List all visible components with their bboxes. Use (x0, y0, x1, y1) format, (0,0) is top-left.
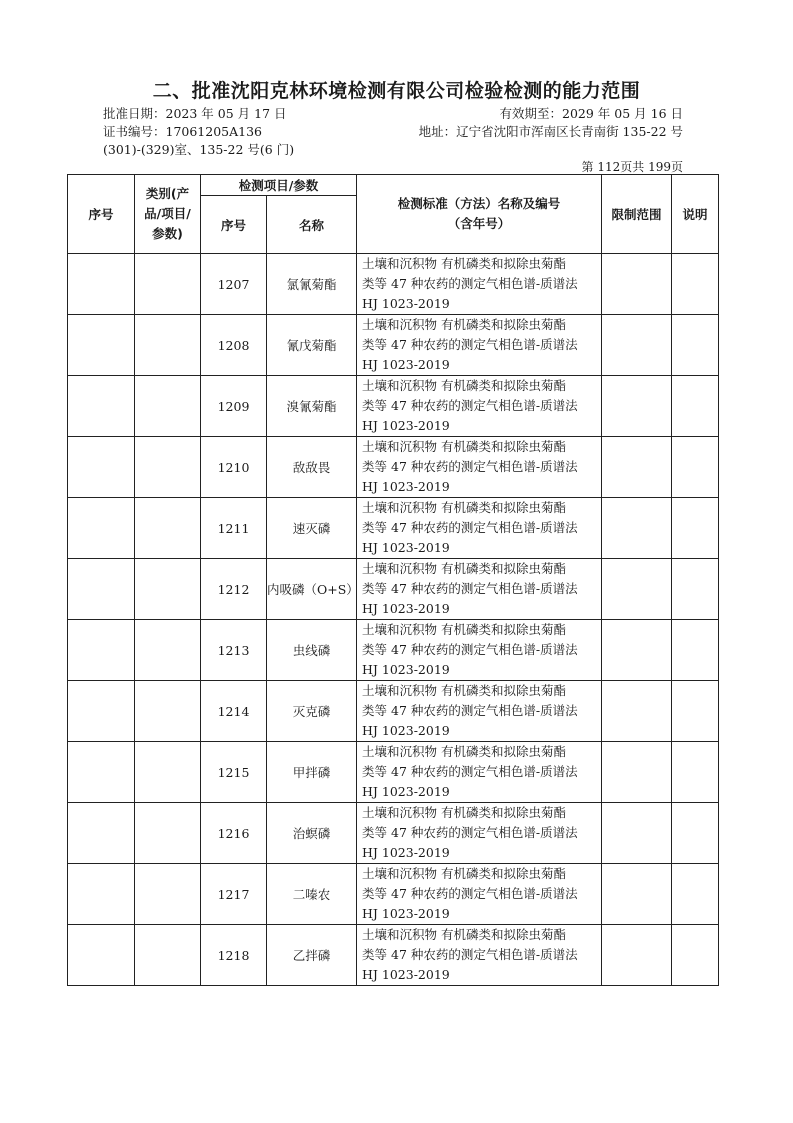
limit-cell (602, 681, 672, 742)
param-seq: 1209 (201, 376, 267, 437)
header-standard: 检测标准（方法）名称及编号（含年号） (357, 175, 602, 254)
param-name: 速灭磷 (267, 498, 357, 559)
row-seq (68, 254, 135, 315)
standard-line-1: 土壤和沉积物 有机磷类和拟除虫菊酯 (362, 256, 566, 271)
header-category: 类别(产品/项目/参数) (135, 175, 201, 254)
note-cell (672, 925, 719, 986)
note-cell (672, 742, 719, 803)
standard-line-3: HJ 1023-2019 (362, 662, 450, 677)
standard-cell (357, 864, 602, 925)
table-row (68, 925, 719, 986)
standard-line-2: 类等 47 种农药的测定气相色谱-质谱法 (362, 581, 578, 596)
note-cell (672, 559, 719, 620)
limit-cell (602, 925, 672, 986)
standard-line-1: 土壤和沉积物 有机磷类和拟除虫菊酯 (362, 378, 566, 393)
row-category (135, 925, 201, 986)
param-seq: 1215 (201, 742, 267, 803)
row-category (135, 803, 201, 864)
standard-cell (357, 315, 602, 376)
row-category (135, 254, 201, 315)
row-category (135, 864, 201, 925)
standard-line-2: 类等 47 种农药的测定气相色谱-质谱法 (362, 825, 578, 840)
standard-cell (357, 498, 602, 559)
standard-cell (357, 376, 602, 437)
table-row (68, 498, 719, 559)
param-name: 虫线磷 (267, 620, 357, 681)
address-continued: (301)-(329)室、135-22 号(6 门) (103, 142, 295, 157)
param-name: 二嗪农 (267, 864, 357, 925)
param-name: 氰戊菊酯 (267, 315, 357, 376)
param-name: 治螟磷 (267, 803, 357, 864)
table-row (68, 742, 719, 803)
row-category (135, 315, 201, 376)
standard-line-3: HJ 1023-2019 (362, 540, 450, 555)
header-limit: 限制范围 (602, 175, 672, 254)
limit-cell (602, 559, 672, 620)
note-cell (672, 498, 719, 559)
header-note: 说明 (672, 175, 719, 254)
table-row (68, 620, 719, 681)
standard-cell (357, 681, 602, 742)
note-cell (672, 437, 719, 498)
standard-line-1: 土壤和沉积物 有机磷类和拟除虫菊酯 (362, 561, 566, 576)
param-seq: 1217 (201, 864, 267, 925)
row-seq (68, 864, 135, 925)
note-cell (672, 803, 719, 864)
param-name: 灭克磷 (267, 681, 357, 742)
row-seq (68, 803, 135, 864)
row-seq (68, 925, 135, 986)
limit-cell (602, 315, 672, 376)
header-param-name: 名称 (267, 196, 357, 254)
row-category (135, 620, 201, 681)
standard-line-1: 土壤和沉积物 有机磷类和拟除虫菊酯 (362, 683, 566, 698)
standard-line-3: HJ 1023-2019 (362, 418, 450, 433)
row-category (135, 559, 201, 620)
note-cell (672, 681, 719, 742)
standard-line-1: 土壤和沉积物 有机磷类和拟除虫菊酯 (362, 317, 566, 332)
standard-line-1: 土壤和沉积物 有机磷类和拟除虫菊酯 (362, 439, 566, 454)
standard-cell (357, 437, 602, 498)
note-cell (672, 620, 719, 681)
standard-line-3: HJ 1023-2019 (362, 357, 450, 372)
limit-cell (602, 742, 672, 803)
certificate-number: 证书编号：17061205A136 (103, 124, 263, 139)
param-seq: 1214 (201, 681, 267, 742)
standard-cell (357, 559, 602, 620)
param-seq: 1218 (201, 925, 267, 986)
standard-line-3: HJ 1023-2019 (362, 601, 450, 616)
param-seq: 1208 (201, 315, 267, 376)
row-category (135, 376, 201, 437)
note-cell (672, 376, 719, 437)
limit-cell (602, 864, 672, 925)
document-title: 二、批准沈阳克林环境检测有限公司检验检测的能力范围 (152, 80, 641, 102)
table-row (68, 864, 719, 925)
limit-cell (602, 803, 672, 864)
standard-cell (357, 620, 602, 681)
standard-line-2: 类等 47 种农药的测定气相色谱-质谱法 (362, 642, 578, 657)
standard-line-3: HJ 1023-2019 (362, 784, 450, 799)
row-seq (68, 742, 135, 803)
standard-line-3: HJ 1023-2019 (362, 479, 450, 494)
standard-line-3: HJ 1023-2019 (362, 967, 450, 982)
param-name: 溴氰菊酯 (267, 376, 357, 437)
row-seq (68, 620, 135, 681)
note-cell (672, 254, 719, 315)
capability-table (67, 174, 719, 986)
row-seq (68, 498, 135, 559)
standard-cell (357, 803, 602, 864)
row-category (135, 498, 201, 559)
standard-line-3: HJ 1023-2019 (362, 845, 450, 860)
table-row (68, 254, 719, 315)
standard-line-2: 类等 47 种农药的测定气相色谱-质谱法 (362, 337, 578, 352)
limit-cell (602, 437, 672, 498)
table-row (68, 803, 719, 864)
table-row (68, 315, 719, 376)
standard-line-2: 类等 47 种农药的测定气相色谱-质谱法 (362, 703, 578, 718)
row-category (135, 681, 201, 742)
valid-until: 有效期至：2029 年 05 月 16 日 (499, 106, 683, 121)
param-seq: 1213 (201, 620, 267, 681)
header-param-group: 检测项目/参数 (201, 175, 357, 196)
standard-line-3: HJ 1023-2019 (362, 906, 450, 921)
standard-line-1: 土壤和沉积物 有机磷类和拟除虫菊酯 (362, 744, 566, 759)
standard-line-2: 类等 47 种农药的测定气相色谱-质谱法 (362, 459, 578, 474)
param-name: 氯氰菊酯 (267, 254, 357, 315)
approval-date: 批准日期：2023 年 05 月 17 日 (103, 106, 287, 121)
address: 地址：辽宁省沈阳市浑南区长青南街 135-22 号 (418, 124, 683, 139)
standard-line-2: 类等 47 种农药的测定气相色谱-质谱法 (362, 886, 578, 901)
standard-line-2: 类等 47 种农药的测定气相色谱-质谱法 (362, 520, 578, 535)
standard-cell (357, 742, 602, 803)
standard-line-3: HJ 1023-2019 (362, 296, 450, 311)
row-seq (68, 681, 135, 742)
standard-line-2: 类等 47 种农药的测定气相色谱-质谱法 (362, 947, 578, 962)
standard-line-3: HJ 1023-2019 (362, 723, 450, 738)
limit-cell (602, 620, 672, 681)
standard-line-2: 类等 47 种农药的测定气相色谱-质谱法 (362, 276, 578, 291)
standard-line-1: 土壤和沉积物 有机磷类和拟除虫菊酯 (362, 622, 566, 637)
standard-line-2: 类等 47 种农药的测定气相色谱-质谱法 (362, 764, 578, 779)
header-seq: 序号 (68, 175, 135, 254)
param-seq: 1210 (201, 437, 267, 498)
table-row (68, 437, 719, 498)
header-param-seq: 序号 (201, 196, 267, 254)
table-row (68, 559, 719, 620)
row-category (135, 742, 201, 803)
note-cell (672, 315, 719, 376)
limit-cell (602, 498, 672, 559)
row-seq (68, 437, 135, 498)
standard-line-2: 类等 47 种农药的测定气相色谱-质谱法 (362, 398, 578, 413)
row-seq (68, 559, 135, 620)
param-name: 敌敌畏 (267, 437, 357, 498)
standard-cell (357, 254, 602, 315)
param-seq: 1212 (201, 559, 267, 620)
param-name: 甲拌磷 (267, 742, 357, 803)
limit-cell (602, 254, 672, 315)
note-cell (672, 864, 719, 925)
row-seq (68, 315, 135, 376)
standard-cell (357, 925, 602, 986)
limit-cell (602, 376, 672, 437)
param-seq: 1207 (201, 254, 267, 315)
table-row (68, 681, 719, 742)
param-name: 乙拌磷 (267, 925, 357, 986)
page-indicator: 第 112页共 199页 (581, 160, 683, 174)
standard-line-1: 土壤和沉积物 有机磷类和拟除虫菊酯 (362, 927, 566, 942)
table-row (68, 376, 719, 437)
standard-line-1: 土壤和沉积物 有机磷类和拟除虫菊酯 (362, 500, 566, 515)
param-seq: 1216 (201, 803, 267, 864)
param-name: 内吸磷（O+S） (267, 559, 357, 620)
row-category (135, 437, 201, 498)
row-seq (68, 376, 135, 437)
param-seq: 1211 (201, 498, 267, 559)
standard-line-1: 土壤和沉积物 有机磷类和拟除虫菊酯 (362, 866, 566, 881)
standard-line-1: 土壤和沉积物 有机磷类和拟除虫菊酯 (362, 805, 566, 820)
